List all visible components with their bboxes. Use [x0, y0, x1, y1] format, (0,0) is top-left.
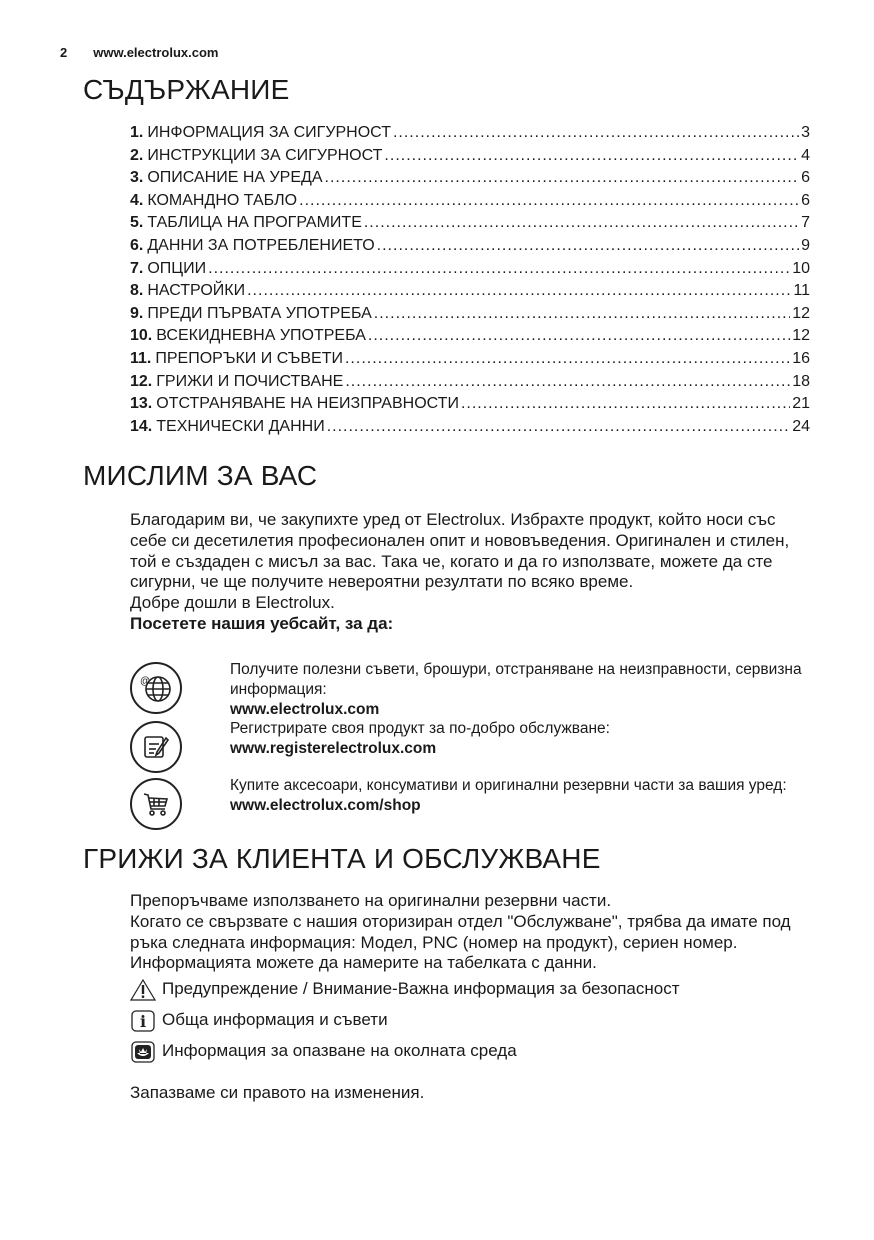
toc-item[interactable] [130, 258, 810, 281]
footer-note: Запазваме си правото на изменения. [130, 1083, 425, 1103]
toc-title: ВСЕКИДНЕВНА УПОТРЕБА [156, 327, 366, 345]
toc-title: ДАННИ ЗА ПОТРЕБЛЕНИЕТО [147, 236, 375, 254]
intro-paragraph: Благодарим ви, че закупихте уред от Electrolux. Избрахте продукт, който носи със себе си десетилетия професионален опит и нововъведения. Оригинален и стилен, той е създаден с мисъл за вас. Така че, когато и да го използвате, можете да сте сигурни, че ще получите невероятни резултати по всяко време. [130, 510, 790, 592]
toc-number: 13. [130, 395, 153, 413]
svg-text:@: @ [140, 676, 151, 687]
toc-leader [393, 122, 799, 145]
toc-title: ОПИСАНИЕ НА УРЕДА [147, 169, 323, 187]
toc-item[interactable] [130, 325, 810, 348]
toc-item[interactable] [130, 416, 810, 439]
toc-item[interactable] [130, 235, 810, 258]
globe-icon [130, 662, 182, 714]
toc-title: ОТСТРАНЯВАНЕ НА НЕИЗПРАВНОСТИ [156, 395, 459, 413]
care-paragraph-2: Когато се свързвате с нашия оторизиран отдел "Обслужване", трябва да имате под ръка следната информация: Модел, PNC (номер на продукт), сериен номер. [130, 911, 791, 952]
toc-item[interactable] [130, 212, 810, 235]
link-description: Купите аксесоари, консумативи и оригинални резервни части за вашия уред: [230, 777, 787, 794]
toc-number: 14. [130, 417, 153, 435]
toc-page: 12 [792, 304, 810, 322]
symbol-warning [130, 974, 810, 1005]
symbol-text: Предупреждение / Внимание-Важна информация за безопасност [162, 979, 680, 999]
toc-number: 9. [130, 304, 144, 322]
toc-leader [327, 416, 791, 439]
toc-leader [345, 371, 790, 394]
toc-page: 12 [792, 327, 810, 345]
link-url[interactable]: www.electrolux.com [230, 700, 380, 718]
toc-page: 3 [801, 124, 810, 141]
toc-item[interactable] [130, 303, 810, 326]
symbol-text: Информация за опазване на околната среда [162, 1041, 517, 1061]
symbol-environment [130, 1036, 810, 1067]
toc-number: 6. [130, 236, 144, 254]
toc-page: 6 [801, 169, 810, 187]
toc-title: ПРЕПОРЪКИ И СЪВЕТИ [155, 349, 343, 367]
toc-number: 8. [130, 282, 144, 300]
toc-page: 10 [792, 259, 810, 277]
page-header [60, 45, 218, 60]
care-text [130, 891, 810, 1104]
toc-item[interactable] [130, 393, 810, 416]
toc-item[interactable] [130, 371, 810, 394]
toc-number: 3. [130, 169, 144, 187]
toc-leader [345, 348, 790, 371]
toc-page: 4 [801, 146, 810, 164]
care-title: ГРИЖИ ЗА КЛИЕНТА И ОБСЛУЖВАНЕ [83, 843, 601, 874]
toc-title: СЪДЪРЖАНИЕ [83, 74, 290, 105]
visit-label: Посетете нашия уебсайт, за да: [130, 613, 394, 633]
register-icon [130, 721, 182, 773]
toc-leader [325, 167, 800, 190]
toc-item[interactable] [130, 280, 810, 303]
toc-number: 7. [130, 259, 144, 277]
toc-leader [247, 280, 791, 303]
info-icon [130, 1010, 156, 1032]
toc-leader [374, 303, 790, 326]
toc-title: ГРИЖИ И ПОЧИСТВАНЕ [156, 372, 344, 390]
toc-title: НАСТРОЙКИ [147, 282, 246, 300]
toc-number: 11. [130, 349, 152, 367]
warning-icon [130, 979, 156, 1001]
page-number: 2 [60, 45, 68, 60]
toc-item[interactable] [130, 348, 810, 371]
link-url[interactable]: www.electrolux.com/shop [230, 796, 421, 814]
toc-page: 7 [801, 214, 810, 232]
toc-number: 10. [130, 327, 153, 345]
toc-page: 21 [792, 395, 810, 413]
toc-leader [364, 212, 799, 235]
toc-page: 18 [792, 372, 810, 390]
toc-number: 4. [130, 191, 144, 209]
toc-leader [461, 393, 790, 416]
toc-page: 11 [793, 282, 810, 300]
intro-text [130, 510, 810, 635]
toc-title: ТЕХНИЧЕСКИ ДАННИ [156, 417, 325, 435]
svg-text:i: i [139, 1011, 147, 1031]
toc-item[interactable] [130, 145, 810, 168]
care-paragraph-1: Препоръчваме използването на оригинални резервни части. [130, 891, 612, 910]
toc-number: 5. [130, 214, 144, 232]
toc-title: КОМАНДНО ТАБЛО [147, 191, 298, 209]
toc-number: 2. [130, 146, 144, 164]
link-description: Получите полезни съвети, брошури, отстраняване на неизправности, сервизна информация: [230, 661, 802, 698]
link-description: Регистрирате своя продукт за по-добро обслужване: [230, 720, 610, 737]
thinking-title: МИСЛИМ ЗА ВАС [83, 460, 318, 491]
toc-title: ИНСТРУКЦИИ ЗА СИГУРНОСТ [147, 146, 383, 164]
toc-page: 24 [792, 417, 810, 435]
environment-icon [130, 1041, 156, 1063]
toc-leader [299, 190, 799, 213]
toc-number: 1. [130, 124, 144, 141]
care-paragraph-3: Информацията можете да намерите на табелката с данни. [130, 953, 597, 973]
symbol-text: Обща информация и съвети [162, 1010, 388, 1030]
toc-title: ПРЕДИ ПЪРВАТА УПОТРЕБА [147, 304, 372, 322]
toc-item[interactable] [130, 167, 810, 190]
toc-title: ТАБЛИЦА НА ПРОГРАМИТЕ [147, 214, 362, 232]
toc-leader [368, 325, 790, 348]
toc-number: 12. [130, 372, 153, 390]
symbol-info [130, 1005, 810, 1036]
toc-title: ОПЦИИ [147, 259, 207, 277]
toc-page: 9 [801, 236, 810, 254]
header-url: www.electrolux.com [93, 45, 219, 60]
toc-leader [384, 145, 799, 168]
toc-item[interactable] [130, 122, 810, 145]
table-of-contents [130, 122, 810, 438]
cart-icon [130, 778, 182, 830]
link-url[interactable]: www.registerelectrolux.com [230, 739, 437, 757]
toc-page: 16 [792, 349, 810, 367]
toc-item[interactable] [130, 190, 810, 213]
toc-page: 6 [801, 191, 810, 209]
toc-leader [208, 258, 790, 281]
toc-leader [377, 235, 799, 258]
toc-title: ИНФОРМАЦИЯ ЗА СИГУРНОСТ [147, 124, 391, 141]
welcome-text: Добре дошли в Electrolux. [130, 593, 335, 613]
